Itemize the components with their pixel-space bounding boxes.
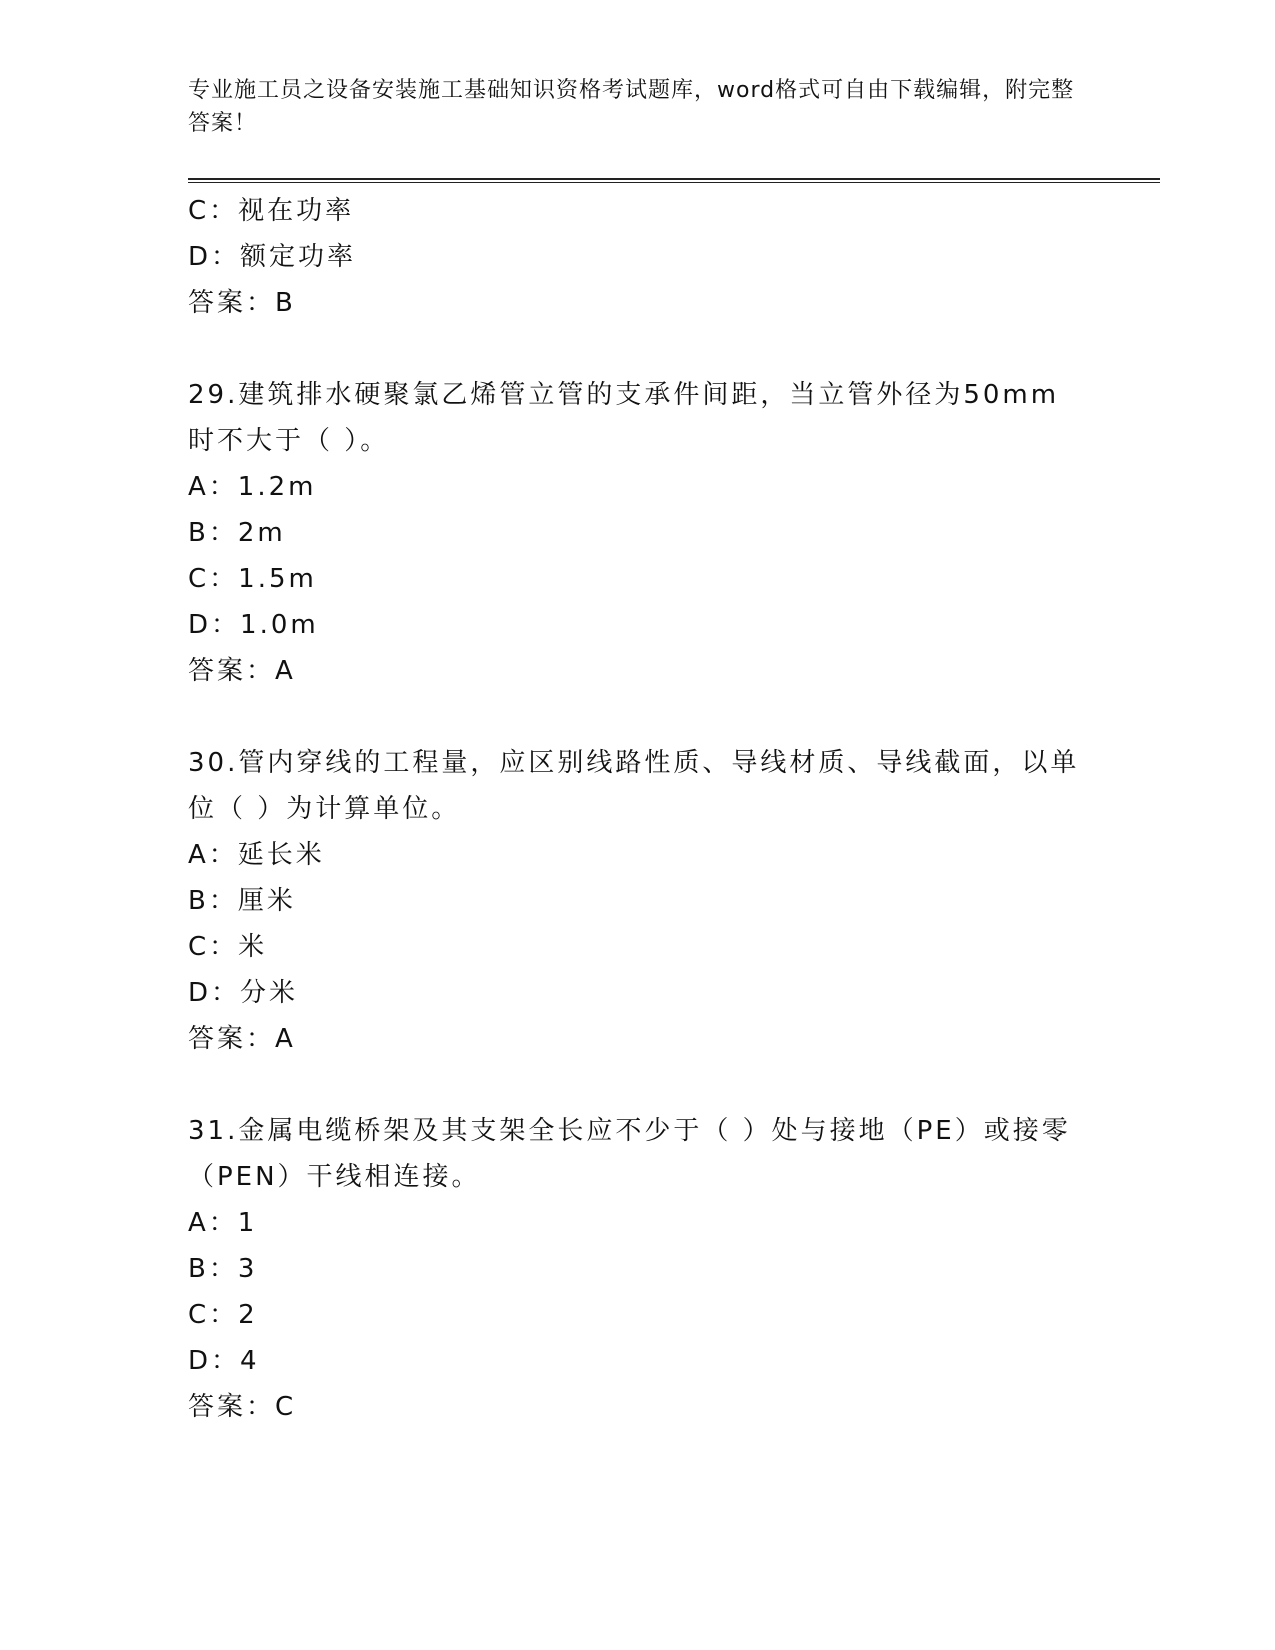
option-b: B：厘米	[188, 886, 296, 916]
question-continuation	[188, 188, 1088, 326]
option-d: D：4	[188, 1346, 260, 1376]
option-a: A：1	[188, 1208, 258, 1238]
question-spacer	[188, 326, 1088, 372]
option-b: B：3	[188, 1254, 258, 1284]
answer-line: 答案：A	[188, 656, 296, 686]
answer-line: 答案：B	[188, 288, 296, 318]
option-c: C：视在功率	[188, 196, 355, 226]
question-31	[188, 1108, 1088, 1430]
option-a: A：延长米	[188, 840, 325, 870]
option-d: D：额定功率	[188, 242, 357, 272]
option-c: C：2	[188, 1300, 258, 1330]
question-text: 29.建筑排水硬聚氯乙烯管立管的支承件间距，当立管外径为50mm时不大于（ ）。	[188, 380, 1060, 456]
question-29	[188, 372, 1088, 694]
question-spacer	[188, 1062, 1088, 1108]
question-list	[188, 188, 1088, 1430]
question-30	[188, 740, 1088, 1062]
answer-line: 答案：C	[188, 1392, 297, 1422]
question-text: 31.金属电缆桥架及其支架全长应不少于（ ）处与接地（PE）或接零（PEN）干线相连接。	[188, 1116, 1071, 1192]
option-d: D：1.0m	[188, 610, 319, 640]
answer-line: 答案：A	[188, 1024, 296, 1054]
question-text: 30.管内穿线的工程量，应区别线路性质、导线材质、导线截面，以单位（ ）为计算单位。	[188, 748, 1080, 824]
option-b: B：2m	[188, 518, 286, 548]
option-d: D：分米	[188, 978, 299, 1008]
option-c: C：米	[188, 932, 268, 962]
document-header: 专业施工员之设备安装施工基础知识资格考试题库，word格式可自由下载编辑，附完整答案！	[188, 78, 1075, 136]
header-divider	[188, 178, 1160, 183]
option-c: C：1.5m	[188, 564, 317, 594]
option-a: A：1.2m	[188, 472, 317, 502]
question-spacer	[188, 694, 1088, 740]
